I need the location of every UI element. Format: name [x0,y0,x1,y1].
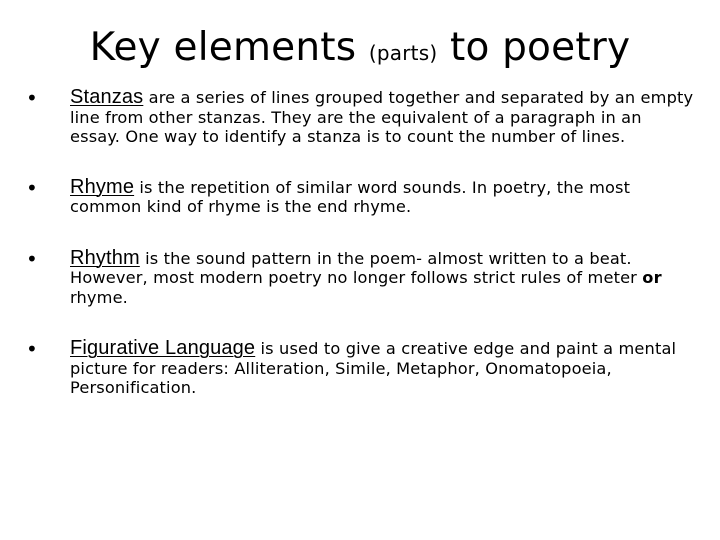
bullet-rhyme [26,175,696,217]
title-main-start: Key elements [89,25,369,70]
definition-rhythm-emphasis: or [642,268,662,287]
term-stanzas: Stanzas [70,86,144,108]
definition-figurative-language: is used to give a creative edge and paint a mental picture for readers: Alliteration, Simile, Metaphor, Onomatopoeia, Personification. [70,339,677,397]
bullet-dot: • [26,246,38,271]
definition-stanzas: are a series of lines grouped together and separated by an empty line from other stanzas. They are the equivalent of a paragraph in an essay. One way to identify a stanza is to count the number of lines. [70,88,694,146]
bullet-dot: • [26,175,38,200]
bullet-list [26,88,696,398]
term-figurative-language: Figurative Language [70,337,256,359]
definition-rhythm-before: is the sound pattern in the poem- almost written to a beat. However, most modern poetry no longer follows strict rules of meter [70,248,643,287]
term-rhythm: Rhythm [70,246,140,269]
title-main-end: to poetry [437,25,631,70]
bullet-figurative-language [26,339,696,398]
title-parenthetical: (parts) [368,41,438,65]
slide-title [0,22,720,79]
bullet-rhythm [26,246,696,308]
bullet-dot: • [26,86,38,110]
definition-rhyme: is the repetition of similar word sounds. In poetry, the most common kind of rhyme is the end rhyme. [70,177,631,216]
term-rhyme: Rhyme [70,175,135,198]
bullet-stanzas [26,88,696,147]
bullet-dot: • [26,337,38,361]
definition-rhythm-after: rhyme. [70,287,128,307]
